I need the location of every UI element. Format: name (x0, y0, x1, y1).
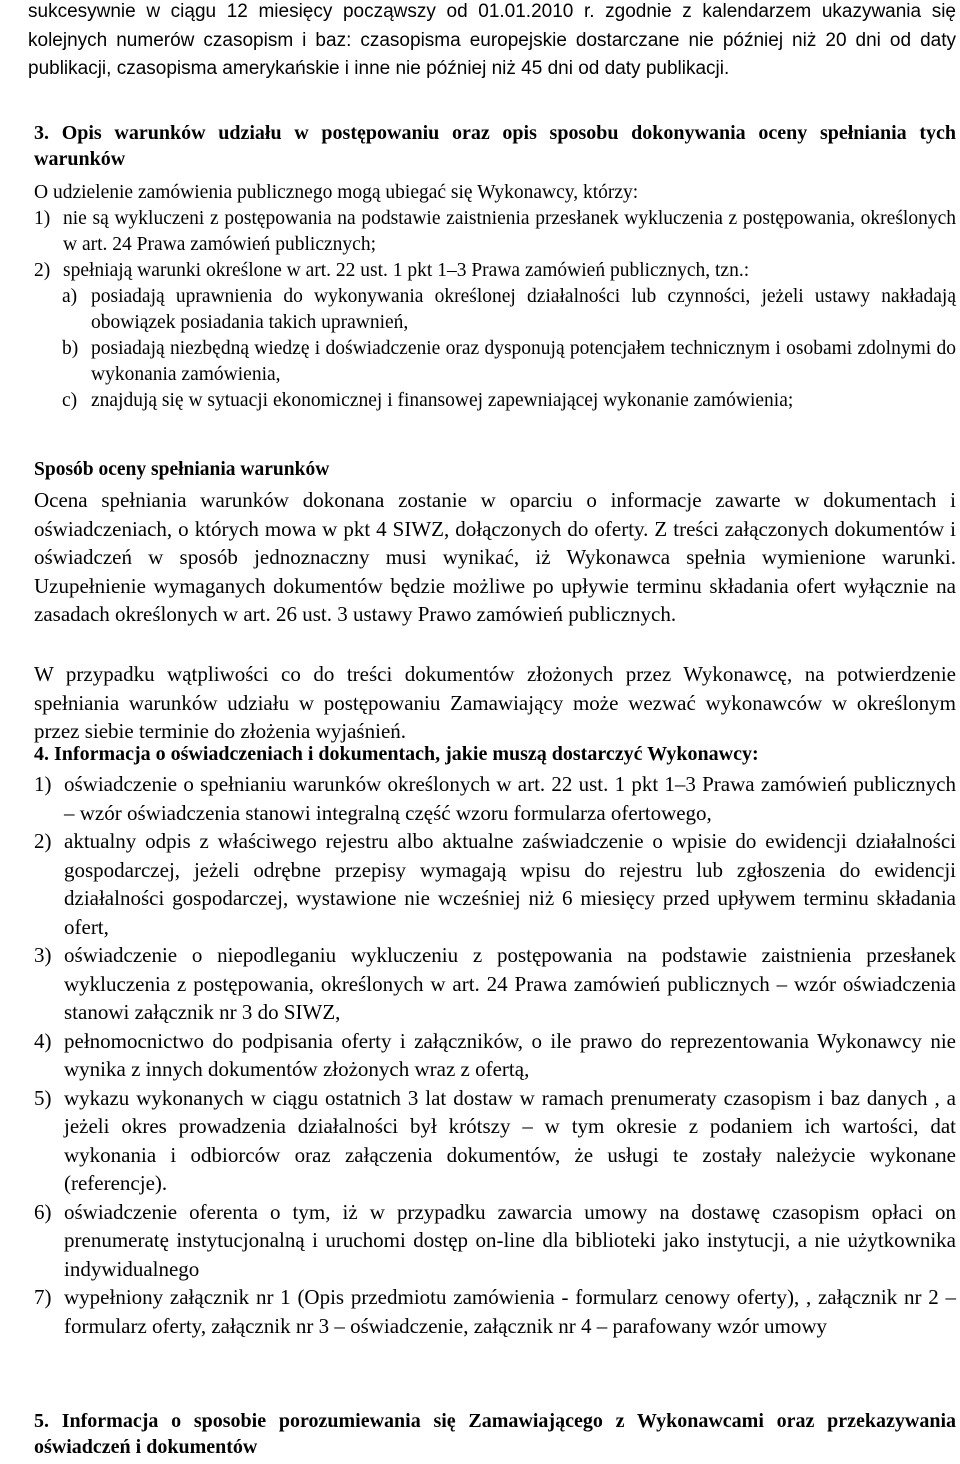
list-item (34, 941, 956, 1027)
list-item (34, 206, 956, 258)
clarification-paragraph: W przypadku wątpliwości co do treści dokumentów złożonych przez Wykonawcę, na potwierdzenie spełniania warunków udziału w postępowaniu Zamawiający może wezwać wykonawców w określonym przez siebie terminie do złożenia wyjaśnień. (34, 662, 956, 743)
list-marker: c) (62, 390, 78, 411)
list-item (34, 1027, 956, 1084)
list-marker: 1) (34, 208, 51, 229)
section-3-body (34, 180, 956, 414)
list-marker: 3) (34, 943, 52, 967)
list-item-text: oświadczenie oferenta o tym, iż w przypadku zawarcia umowy na dostawę czasopism opłaci on prenumeratę instytucjonalną i uruchomi dostęp on-line dla biblioteki jako instytucji, a nie użytkownika indywidualnego (64, 1199, 956, 1281)
list-marker: 2) (34, 260, 51, 281)
list-item-text: aktualny odpis z właściwego rejestru albo aktualne zaświadczenie o wpisie do ewidencji działalności gospodarczej, jeżeli odrębne przepisy wymagają wpisu do rejestru lub zgłoszenia do ewidencji działalności gospodarczej, wystawione nie wcześniej niż 6 miesięcy przed upływem terminu składania ofert, (64, 829, 956, 939)
section-4-heading: 4. Informacja o oświadczeniach i dokumentach, jakie muszą dostarczyć Wykonawcy: (34, 743, 759, 765)
list-item-text: pełnomocnictwo do podpisania oferty i załączników, o ile prawo do reprezentowania Wykonawcy nie wynika z innych dokumentów złożonych wraz z ofertą, (64, 1028, 956, 1081)
list-marker: 6) (34, 1199, 52, 1224)
list-marker: b) (62, 338, 79, 359)
list-item (34, 258, 956, 284)
list-item (34, 1084, 956, 1198)
assessment-paragraph: Ocena spełniania warunków dokonana zostanie w oparciu o informacje zawarte w dokumentach i oświadczeniach, o których mowa w pkt 4 SIWZ, dołączonych do oferty. Z treści załączonych dokumentów i oświadczeń w sposób jednoznaczny musi wynikać, iż Wykonawca spełnia wymienione warunki. Uzupełnienie wymaganych dokumentów będzie możliwe po upływie terminu składania ofert wyłącznie na zasadach określonych w art. 26 ust. 3 ustawy Prawo zamówień publicznych. (34, 488, 956, 626)
list-marker: 2) (34, 829, 52, 853)
list-item-text: oświadczenie o spełnianiu warunków określonych w art. 22 ust. 1 pkt 1–3 Prawa zamówień publicznych – wzór oświadczenia stanowi integralną część wzoru formularza ofertowego, (64, 772, 956, 825)
list-marker: 5) (34, 1085, 52, 1110)
list-item-text: wykazu wykonanych w ciągu ostatnich 3 lat dostaw w ramach prenumeraty czasopism i baz danych , a jeżeli okres prowadzenia działalności był krótszy – w tym okresie z podaniem ich wartości, dat wykonania i odbiorców oraz załączenia dokumentów, że usługi te zostały należycie wykonane (referencje). (64, 1085, 956, 1195)
intro-paragraph: sukcesywnie w ciągu 12 miesięcy począwszy od 01.01.2010 r. zgodnie z kalendarzem ukazywania się kolejnych numerów czasopism i baz: czasopisma europejskie dostarczane nie później niż 20 dni od daty publikacji, czasopisma amerykańskie i inne nie później niż 45 dni od daty publikacji. (28, 1, 956, 79)
list-item (34, 1198, 956, 1284)
list-item-text: nie są wykluczeni z postępowania na podstawie zaistnienia przesłanek wykluczenia z postępowania, określonych w art. 24 Prawa zamówień publicznych; (63, 208, 956, 255)
list-marker: 4) (34, 1028, 52, 1053)
list-item-text: wypełniony załącznik nr 1 (Opis przedmiotu zamówienia - formularz cenowy oferty), , załącznik nr 2 – formularz oferty, załącznik nr 3 – oświadczenie, załącznik nr 4 – parafowany wzór umowy (64, 1285, 956, 1338)
section-3-lead: O udzielenie zamówienia publicznego mogą ubiegać się Wykonawcy, którzy: (34, 182, 639, 203)
sub-list-item (62, 388, 956, 414)
list-item (34, 827, 956, 941)
section-3-heading: 3. Opis warunków udziału w postępowaniu oraz opis sposobu dokonywania oceny spełniania tych warunków (34, 122, 956, 170)
section-5-heading: 5. Informacja o sposobie porozumiewania się Zamawiającego z Wykonawcami oraz przekazywania oświadczeń i dokumentów (34, 1410, 956, 1458)
list-item (34, 1283, 956, 1340)
list-marker: 1) (34, 772, 52, 796)
list-marker: a) (62, 286, 78, 307)
sub-list-item (62, 336, 956, 388)
list-item-text: spełniają warunki określone w art. 22 ust. 1 pkt 1–3 Prawa zamówień publicznych, tzn.: (63, 260, 750, 281)
list-item-text: posiadają uprawnienia do wykonywania określonej działalności lub czynności, jeżeli ustawy nakładają obowiązek posiadania takich uprawnień, (91, 286, 956, 333)
assessment-heading: Sposób oceny spełniania warunków (34, 459, 330, 480)
list-item (34, 770, 956, 827)
list-item-text: oświadczenie o niepodleganiu wykluczeniu z postępowania na podstawie zaistnienia przesłanek wykluczenia z postępowania, określonych w art. 24 Prawa zamówień publicznych – wzór oświadczenia stanowi załącznik nr 3 do SIWZ, (64, 943, 956, 1024)
section-4-list (34, 770, 956, 1340)
list-item-text: znajdują się w sytuacji ekonomicznej i finansowej zapewniającej wykonanie zamówienia; (91, 390, 794, 411)
sub-list-item (62, 284, 956, 336)
list-marker: 7) (34, 1285, 52, 1309)
list-item-text: posiadają niezbędną wiedzę i doświadczenie oraz dysponują potencjałem technicznym i osobami zdolnymi do wykonania zamówienia, (91, 338, 956, 385)
